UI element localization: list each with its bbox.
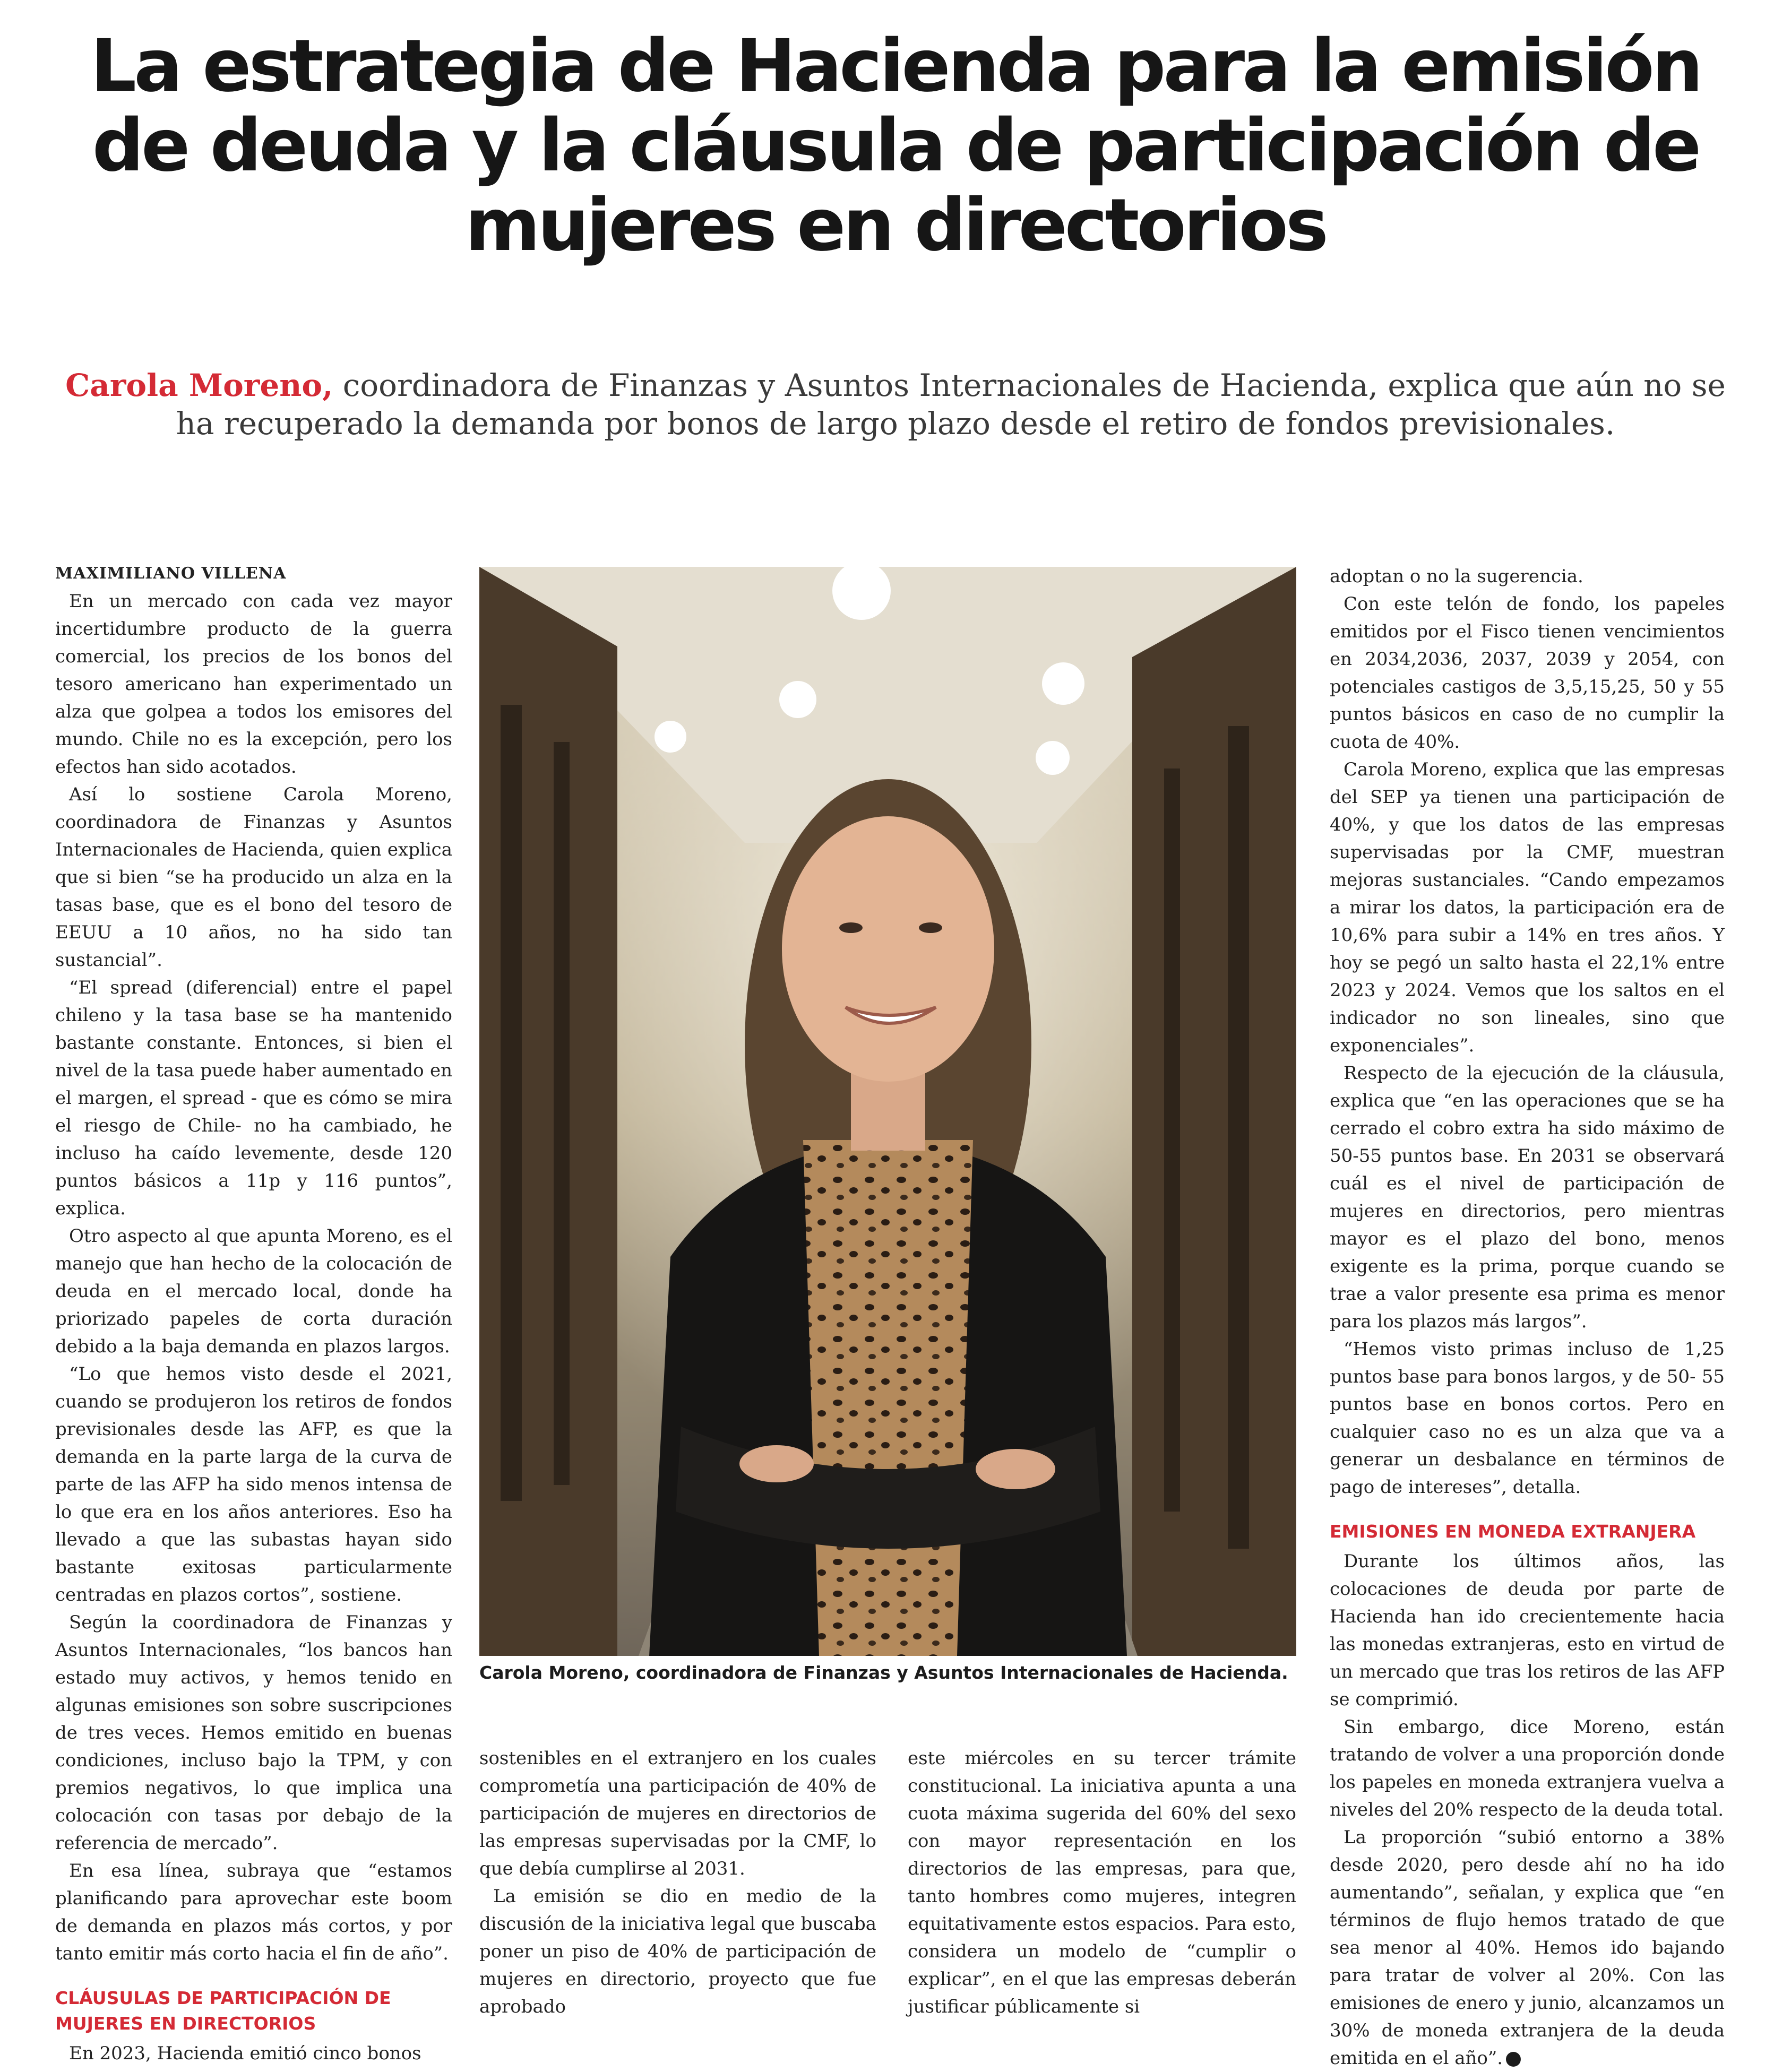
column-2: [479, 1745, 876, 2021]
publication-logo-icon: P: [1506, 2052, 1521, 2067]
paragraph: “Lo que hemos visto desde el 2021, cuando se produjeron los retiros de fondos previsionales desde las AFP, es que la demanda en la parte larga de la curva de parte de las AFP ha sido menos intensa de lo que era en los años anteriores. Eso ha llevado a que las subastas hayan sido bastante exitosas particularmente centradas en plazos cortos”, sostiene.: [55, 1363, 452, 1605]
deck-name: Carola Moreno,: [65, 367, 333, 403]
headline: La estrategia de Hacienda para la emisión de deuda y la cláusula de participación de mujeres en directorios: [90, 24, 1701, 267]
subhead-clausulas: CLÁUSULAS DE PARTICIPACIÓN DE MUJERES EN DIRECTORIOS: [55, 1988, 391, 2034]
column-1: [55, 560, 452, 2067]
column-4: [1330, 563, 1725, 2072]
byline: MAXIMILIANO VILLENA: [55, 564, 287, 583]
paragraph: “El spread (diferencial) entre el papel chileno y la tasa base se ha mantenido bastante constante. Entonces, si bien el nivel de la tasa puede haber aumentado en el margen, el spread - que es cómo se mira el riesgo de Chile- no ha cambiado, he incluso ha caído levemente, desde 120 puntos básicos a 11p y 116 puntos”, explica.: [55, 977, 452, 1219]
paragraph: En 2023, Hacienda emitió cinco bonos: [69, 2043, 421, 2064]
final-text: La proporción “subió entorno a 38% desde 2020, pero desde ahí no ha ido aumentando”, señalan, y explica que “en términos de flujo hemos tratado de que sea menor al 40%. Hemos ido bajando para tratar de volver al 20%. Con las emisiones de enero y junio, alcanzamos un 30% de moneda extranjera de la deuda emitida en el año”.: [1330, 1827, 1725, 2069]
paragraph: La emisión se dio en medio de la discusión de la iniciativa legal que buscaba poner un piso de 40% de participación de mujeres en directorio, proyecto que fue aprobado: [479, 1886, 876, 2017]
paragraph-final: [1330, 1824, 1725, 2072]
paragraph: este miércoles en su tercer trámite constitucional. La iniciativa apunta a una cuota máxima sugerida del 60% del sexo con mayor representación en los directorios de las empresas, para que, tanto hombres como mujeres, integren equitativamente estos espacios. Para esto, considera un modelo de “cumplir o explicar”, en el que las empresas deberán justificar públicamente si: [908, 1748, 1296, 2017]
paragraph: Sin embargo, dice Moreno, están tratando de volver a una proporción donde los papeles en moneda extranjera vuelva a niveles del 20% respecto de la deuda total.: [1330, 1716, 1725, 1820]
photo-caption: Carola Moreno, coordinadora de Finanzas y Asuntos Internacionales de Hacienda.: [479, 1662, 1288, 1683]
deck: [48, 366, 1743, 443]
portrait-photo: [479, 567, 1296, 1656]
paragraph: En un mercado con cada vez mayor incertidumbre producto de la guerra comercial, los precios de los bonos del tesoro americano han experimentado un alza que golpea a todos los emisores del mundo. Chile no es la excepción, pero los efectos han sido acotados.: [55, 591, 452, 778]
paragraph: Según la coordinadora de Finanzas y Asuntos Internacionales, “los bancos han estado muy activos, y hemos tenido en algunas emisiones son sobre suscripciones de tres veces. Hemos emitido en buenas condiciones, incluso bajo la TPM, y con premios negativos, lo que implica una colocación con tasas por debajo de la referencia de mercado”.: [55, 1612, 452, 1854]
paragraph: Otro aspecto al que apunta Moreno, es el manejo que han hecho de la colocación de deuda en el mercado local, donde ha priorizado papeles de corta duración debido a la baja demanda en plazos largos.: [55, 1225, 452, 1357]
deck-text: coordinadora de Finanzas y Asuntos Internacionales de Hacienda, explica que aún no se ha recuperado la demanda por bonos de largo plazo desde el retiro de fondos previsionales.: [176, 367, 1726, 442]
paragraph: adoptan o no la sugerencia.: [1330, 566, 1583, 587]
paragraph: En esa línea, subraya que “estamos planificando para aprovechar este boom de demanda en plazos más cortos, y por tanto emitir más corto hacia el fin de año”.: [55, 1860, 452, 1964]
paragraph: “Hemos visto primas incluso de 1,25 puntos base para bonos largos, y de 50- 55 puntos base en bonos cortos. Pero en cualquier caso no es un alza que va a generar un desbalance en términos de pago de intereses”, detalla.: [1330, 1339, 1725, 1498]
paragraph: Respecto de la ejecución de la cláusula, explica que “en las operaciones que se ha cerrado el cobro extra ha sido máximo de 50-55 puntos base. En 2031 se observará cuál es el nivel de participación de mujeres en directorios, pero mientras mayor es el plazo del bono, menos exigente es la prima, porque cuando se trae a valor presente esa prima es menor para los plazos más largos”.: [1330, 1063, 1725, 1332]
paragraph: sostenibles en el extranjero en los cuales comprometía una participación de 40% de participación de mujeres en directorios de las empresas supervisadas por la CMF, lo que debía cumplirse al 2031.: [479, 1748, 876, 1879]
paragraph: Durante los últimos años, las colocaciones de deuda por parte de Hacienda han ido crecientemente hacia las monedas extranjeras, esto en virtud de un mercado que tras los retiros de las AFP se comprimió.: [1330, 1551, 1725, 1710]
paragraph: Carola Moreno, explica que las empresas del SEP ya tienen una participación de 40%, y que los datos de las empresas supervisadas por la CMF, muestran mejoras sustanciales. “Cando empezamos a mirar los datos, la participación era de 10,6% para subir a 14% en tres años. Y hoy se pegó un salto hasta el 22,1% entre 2023 y 2024. Vemos que los saltos en el indicador no son lineales, sino que exponenciales”.: [1330, 759, 1725, 1056]
column-3: [908, 1745, 1296, 2021]
paragraph: Así lo sostiene Carola Moreno, coordinadora de Finanzas y Asuntos Internacionales de Hacienda, quien explica que si bien “se ha producido un alza en la tasas base, que es el bono del tesoro de EEUU a 10 años, no ha sido tan sustancial”.: [55, 784, 452, 971]
paragraph: Con este telón de fondo, los papeles emitidos por el Fisco tienen vencimientos en 2034,2036, 2037, 2039 y 2054, con potenciales castigos de 3,5,15,25, 50 y 55 puntos básicos en caso de no cumplir la cuota de 40%.: [1330, 593, 1725, 753]
subhead-emisiones: EMISIONES EN MONEDA EXTRANJERA: [1330, 1521, 1696, 1542]
